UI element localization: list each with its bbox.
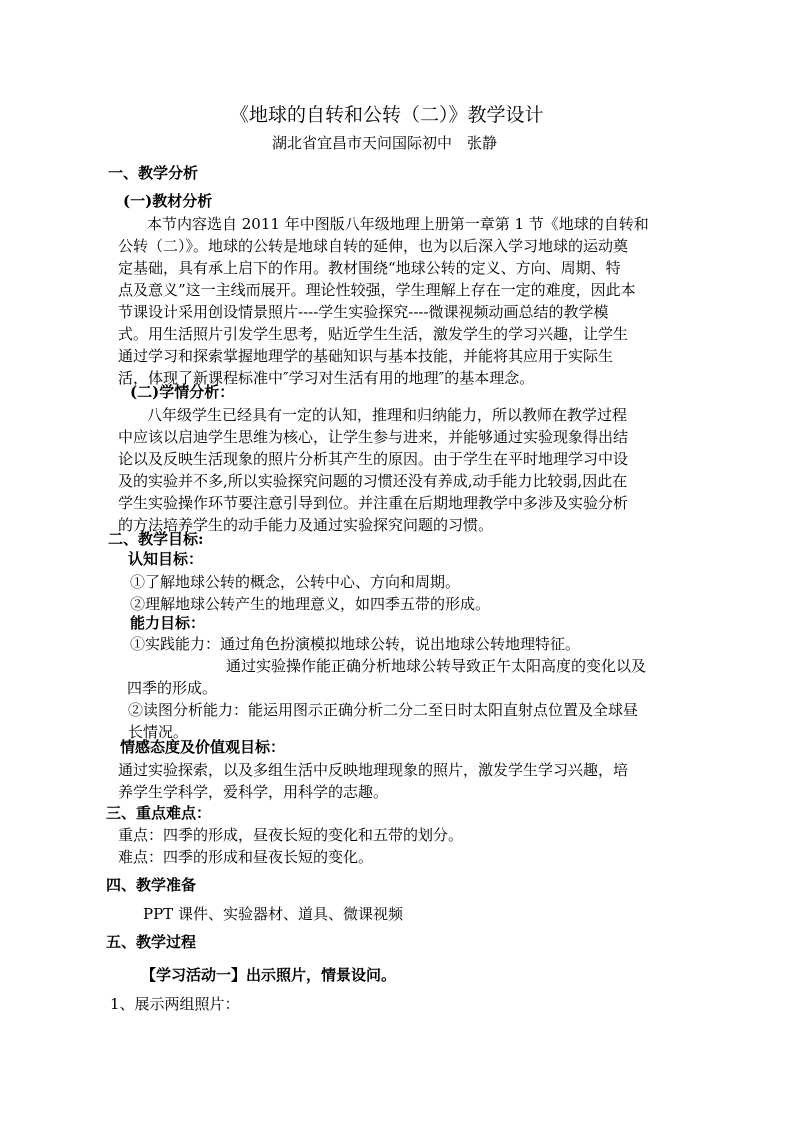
- goal-heading-emotion: 情感态度及价值观目标：: [120, 738, 286, 756]
- paragraph-line: 本节内容选自 2011 年中图版八年级地理上册第一章第 1 节《地球的自转和: [147, 215, 649, 233]
- key-point: 重点：四季的形成，昼夜长短的变化和五带的划分。: [118, 826, 464, 844]
- goal-item: ②读图分析能力：能运用图示正确分析二分二至日时太阳直射点位置及全球昼: [128, 701, 639, 719]
- goal-item: 四季的形成。: [127, 679, 218, 697]
- paragraph-line: 定基础，具有承上启下的作用。教材围绕“地球公转的定义、方向、周期、特: [118, 259, 621, 277]
- goal-heading-cognitive: 认知目标：: [128, 550, 204, 568]
- paragraph-line: 中应该以启迪学生思维为核心，让学生参与进来，并能够通过实验现象得出结: [118, 428, 629, 446]
- paragraph-line: 论以及反映生活现象的照片分析其产生的原因。由于学生在平时地理学习中设: [118, 450, 629, 468]
- paragraph-line: 学生实验操作环节要注意引导到位。并注重在后期地理教学中多涉及实验分析: [118, 494, 629, 512]
- section-heading-preparation: 四、教学准备: [106, 876, 197, 894]
- document-title: 《地球的自转和公转（二）》教学设计: [230, 104, 544, 126]
- paragraph-line: 公转（二）》。地球的公转是地球自转的延伸，也为以后深入学习地球的运动奠: [118, 237, 629, 255]
- goal-item: 通过实验操作能正确分析地球公转导致正午太阳高度的变化以及: [226, 657, 647, 675]
- section-heading-analysis: 一、教学分析: [108, 164, 199, 182]
- paragraph-line: 八年级学生已经具有一定的认知，推理和归纳能力，所以教师在教学过程: [147, 406, 628, 424]
- subsection-heading-textbook: (一)教材分析: [123, 192, 213, 210]
- goal-heading-ability: 能力目标：: [130, 614, 206, 632]
- paragraph-line: 通过学习和探索掌握地理学的基础知识与基本技能，并能将其应用于实际生: [118, 347, 614, 365]
- paragraph-line: 式。用生活照片引发学生思考，贴近学生生活，激发学生的学习兴趣，让学生: [118, 325, 629, 343]
- goal-item: 长情况。: [128, 723, 189, 741]
- preparation-content: PPT 课件、实验器材、道具、微课视频: [143, 905, 403, 923]
- paragraph-line: 活，体现了新课程标准中″学习对生活有用的地理″的基本理念。: [118, 369, 535, 387]
- document-author: 湖北省宜昌市天问国际初中 张静: [272, 134, 498, 152]
- goal-item: ①实践能力：通过角色扮演模拟地球公转，说出地球公转地理特征。: [130, 635, 581, 653]
- goal-item: ②理解地球公转产生的地理意义，如四季五带的形成。: [130, 595, 491, 613]
- paragraph-line: 点及意义”这一主线而展开。理论性较强，学生理解上存在一定的难度，因此本: [118, 281, 636, 299]
- subsection-heading-learners: (二)学情分析：: [130, 383, 235, 401]
- learning-activity: 【学习活动一】出示照片，情景设问。: [141, 966, 397, 984]
- section-heading-keypoints: 三、重点难点：: [106, 804, 212, 822]
- goal-item: ①了解地球公转的概念，公转中心、方向和周期。: [130, 573, 461, 591]
- goal-item: 养学生学科学，爱科学，用科学的志趣。: [118, 783, 389, 801]
- difficult-point: 难点：四季的形成和昼夜长短的变化。: [118, 848, 374, 866]
- process-step: 1、展示两组照片：: [110, 995, 240, 1013]
- goal-item: 通过实验探索，以及多组生活中反映地理现象的照片，激发学生学习兴趣，培: [118, 761, 629, 779]
- paragraph-line: 节课设计采用创设情景照片----学生实验探究----微课视频动画总结的教学模: [118, 303, 609, 321]
- section-heading-process: 五、教学过程: [106, 933, 197, 951]
- section-heading-goals: 二、教学目标:: [108, 530, 204, 548]
- paragraph-line: 的方法培养学生的动手能力及通过实验探究问题的习惯。: [118, 516, 494, 534]
- paragraph-line: 及的实验并不多,所以实验探究问题的习惯还没有养成,动手能力比较弱,因此在: [118, 472, 628, 490]
